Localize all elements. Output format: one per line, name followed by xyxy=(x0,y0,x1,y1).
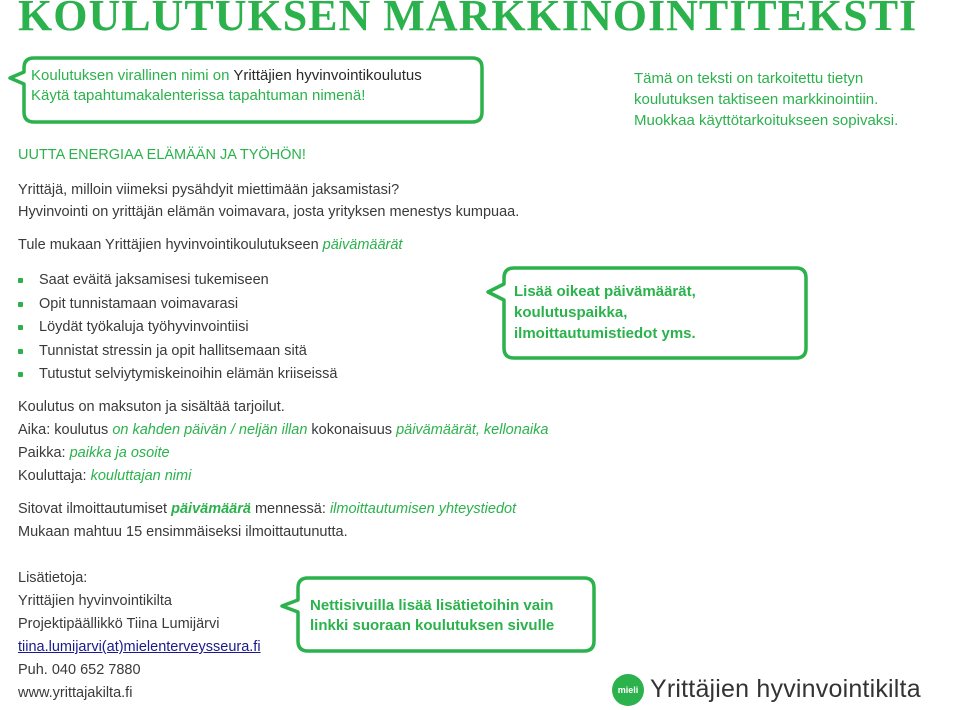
callout-top-left-line2: Käytä tapahtumakalenterissa tapahtuman nimenä! xyxy=(31,87,366,104)
official-name-prefix: Koulutuksen virallinen nimi on xyxy=(31,67,234,84)
time-values: päivämäärät, kellonaika xyxy=(396,422,549,438)
time-mid: kokonaisuus xyxy=(307,422,397,438)
registration-date: päivämäärä xyxy=(171,501,251,517)
join-prefix: Tule mukaan Yrittäjien hyvinvointikoulutukseen xyxy=(18,237,323,253)
registration-contact: ilmoittautumisen yhteystiedot xyxy=(329,501,517,517)
list-item: Löydät työkaluja työhyvinvointiisi xyxy=(18,316,337,340)
callout-top-left-line1 xyxy=(31,66,422,86)
intro-line2: Hyvinvointi on yrittäjän elämän voimavara, josta yrityksen menestys kumpuaa. xyxy=(18,204,520,220)
intro-heading: UUTTA ENERGIAA ELÄMÄÄN JA TYÖHÖN! xyxy=(18,147,306,163)
trainer-value: kouluttajan nimi xyxy=(90,468,192,484)
contact-web: www.yrittajakilta.fi xyxy=(18,685,133,701)
trainer-line xyxy=(18,465,191,487)
time-label: Aika: koulutus xyxy=(18,422,113,438)
logo-text: Yrittäjien hyvinvointikilta xyxy=(650,675,921,703)
dates-placeholder: päivämäärät xyxy=(322,237,403,253)
registration-line xyxy=(18,498,516,520)
list-item: Saat eväitä jaksamisesi tukemiseen xyxy=(18,269,337,293)
note-top-right xyxy=(634,68,898,131)
list-item: Tunnistat stressin ja opit hallitsemaan sitä xyxy=(18,340,337,364)
intro-join xyxy=(18,234,402,256)
callout-middle-line: koulutuspaikka, xyxy=(514,304,628,321)
callout-middle-line: Lisää oikeat päivämäärät, xyxy=(514,283,696,300)
callout-middle-line: ilmoittautumistiedot yms. xyxy=(514,325,696,342)
callout-middle xyxy=(514,281,696,344)
capacity-line: Mukaan mahtuu 15 ensimmäiseksi ilmoittautunutta. xyxy=(18,524,348,540)
note-line: Muokkaa käyttötarkoitukseen sopivaksi. xyxy=(634,112,899,129)
callout-top-left xyxy=(31,66,422,106)
callout-bottom xyxy=(310,596,554,636)
official-name: Yrittäjien hyvinvointikoulutus xyxy=(233,67,422,84)
time-line xyxy=(18,419,548,441)
time-duration: on kahden päivän / neljän illan xyxy=(112,422,308,438)
mieli-logo-badge xyxy=(612,674,644,706)
intro-line1: Yrittäjä, milloin viimeksi pysähdyit miettimään jaksamistasi? xyxy=(18,182,400,198)
place-value: paikka ja osoite xyxy=(69,445,170,461)
trainer-label: Kouluttaja: xyxy=(18,468,91,484)
contact-org: Yrittäjien hyvinvointikilta xyxy=(18,593,172,609)
benefits-list xyxy=(18,269,337,387)
place-label: Paikka: xyxy=(18,445,70,461)
contact-person: Projektipäällikkö Tiina Lumijärvi xyxy=(18,616,220,632)
place-line xyxy=(18,442,170,464)
contact-phone: Puh. 040 652 7880 xyxy=(18,662,141,678)
page-title: KOULUTUKSEN MARKKINOINTITEKSTI xyxy=(18,0,918,40)
note-line: koulutuksen taktiseen markkinointiin. xyxy=(634,91,879,108)
contact-block xyxy=(18,567,261,705)
registration-prefix: Sitovat ilmoittautumiset xyxy=(18,501,172,517)
list-item: Opit tunnistamaan voimavarasi xyxy=(18,293,337,317)
contact-email-link[interactable]: tiina.lumijarvi(at)mielenterveysseura.fi xyxy=(18,639,261,655)
registration-mid: mennessä: xyxy=(250,501,330,517)
logo-badge-text: mieli xyxy=(617,685,639,695)
free-note: Koulutus on maksuton ja sisältää tarjoilut. xyxy=(18,399,285,415)
list-item: Tutustut selviytymiskeinoihin elämän kriiseissä xyxy=(18,363,337,387)
callout-bottom-line: linkki suoraan koulutuksen sivulle xyxy=(310,617,555,634)
note-line: Tämä on teksti on tarkoitettu tietyn xyxy=(634,70,864,87)
contact-heading: Lisätietoja: xyxy=(18,570,88,586)
callout-bottom-line: Nettisivuilla lisää lisätietoihin vain xyxy=(310,597,554,614)
